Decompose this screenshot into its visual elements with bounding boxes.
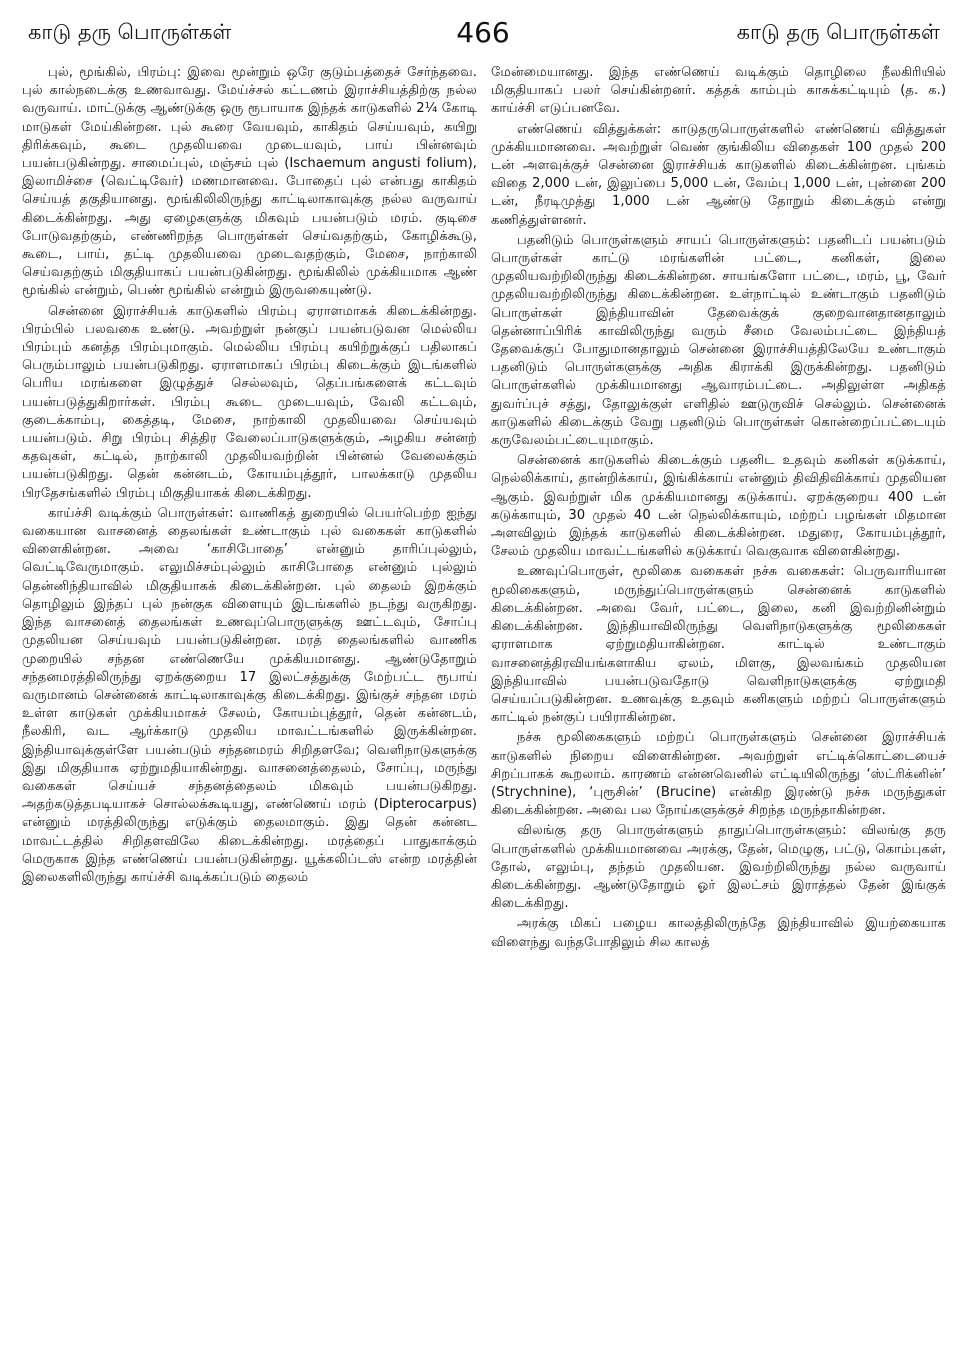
- running-head-left: காடு தரு பொருள்கள்: [28, 20, 232, 44]
- paragraph-distilled-products: காய்ச்சி வடிக்கும் பொருள்கள்: வாணிகத் துறையில் பெயர்பெற்ற ஐந்து வகையான வாசனைத் தைலங்கள் உண்டாகும் புல் வகைகள் காடுகளில் விளைகின்றன. அவை ‘காசிபோதை’ என்னும் தாரிப்புல்லும், வெட்டிவேருமாகும். எலுமிச்சம்புல்லும் காசிபோதை என்னும் புல்லும் தென்னிந்தியாவில் மிகுதியாகக் கிடைக்கின்றன. புல் தைலம் இறக்கும் தொழிலும் இந்தப் புல் நன்குக விளையும் இடங்களில் நடந்து வருகிறது. இந்த வாசனைத் தைலங்கள் உணவுப்பொருளுக்கு ஊட்டவும், சோப்பு முதலியன செய்யவும் பயன்படுகின்றன. மரத் தைலங்களில் வாணிக முறையில் சந்தன எண்ணெயே முக்கியமானது. ஆண்டுதோறும் சந்தனமரத்திலிருந்து ஏறக்குறைய 17 இலட்சத்துக்கு மேற்பட்ட ரூபாய் வருமானம் சென்னைக் காட்டிலாகாவுக்கு கிடைக்கிறது. இங்குச் சந்தன மரம் உள்ள காடுகள் முக்கியமாகச் சேலம், கோயம்புத்தூர், தென் கன்னடம், நீலகிரி, வட ஆர்க்காடு முதலிய மாவட்டங்களில் இருக்கின்றன. இந்தியாவுக்குள்ளே பயன்படும் சந்தனமரம் சிறிதளவே; வெளிநாடுகளுக்கு இது மிகுதியாக ஏற்றுமதியாகின்றது. வாசனைத்தைலம், சோப்பு, மருந்து வகைகள் செய்யச் சந்தனத்தைலம் மிகவும் பயன்படுகிறது. அதற்கடுத்தபடியாகச் சொல்லக்கூடியது, எண்ணெய் மரம் (Dipterocarpus) என்னும் மரத்திலிருந்து எடுக்கும் தைலமாகும். இது தென் கன்னட மாவட்டத்தில் சிறிதளவிலே கிடைக்கின்றது. மரத்தைப் பாதுகாக்கும் மெருகாக இந்த எண்ணெய் பயன்படுகின்றது. யூக்கலிப்டஸ் என்ற மரத்தின் இலைகளிலிருந்து காய்ச்சி வடிக்கப்படும் தைலம்: [22, 505, 477, 885]
- paragraph-poison-herbs: நச்சு மூலிகைகளும் மற்றப் பொருள்களும் சென்னை இராச்சியக் காடுகளில் நிறைய விளைகின்றன. அவற்றுள் எட்டிக்கொட்டையைச் சிறப்பாகக் கூறலாம். காரணம் என்னவெனில் எட்டியிலிருந்து ‘ஸ்ட்ரிக்னின்’ (Strychnine), ‘புரூசின்’ (Brucine) என்கிற இரண்டு நச்சு மருந்துகள் கிடைக்கின்றன. அவை பல நோய்களுக்குச் சிறந்த மருந்தாகின்றன.: [491, 730, 946, 819]
- paragraph-continued: மேன்மையானது. இந்த எண்ணெய் வடிக்கும் தொழிலை நீலகிரியில் மிகுதியாகப் பலர் செய்கின்றனர். கத்தக் காம்பும் காசுக்கட்டியும் (த. க.) காய்ச்சி எடுப்பனவே.: [491, 65, 946, 117]
- left-column: [22, 64, 477, 1354]
- right-column: [491, 64, 946, 1354]
- paragraph-food-herbs: உணவுப்பொருள், மூலிகை வகைகள் நச்சு வகைகள்: பெருவாரியான மூலிகைகளும், மருந்துப்பொருள்களும் சென்னைக் காடுகளில் கிடைக்கின்றன. அவை வேர், பட்டை, இலை, கனி இவற்றினின்றும் கிடைக்கின்றன. இந்தியாவிலிருந்து வெளிநாடுகளுக்கு மூலிகைகள் ஏராளமாக ஏற்றுமதியாகின்றன. காட்டில் உண்டாகும் வாசனைத்திரவியங்களாகிய ஏலம், மிளகு, இலவங்கம் முதலியன இந்தியாவில் பயன்படுவதோடு வெளிநாடுகளுக்கு ஏற்றுமதி செய்யப்படுகின்றன. உணவுக்கு உதவும் கனிகளும் மற்றப் பொருள்களும் காட்டில் நன்குப் பயிராகின்றன.: [491, 564, 946, 726]
- paragraph-lac: அரக்கு மிகப் பழைய காலத்திலிருந்தே இந்தியாவில் இயற்கையாக விளைந்து வந்தபோதிலும் சில காலத்: [491, 916, 946, 950]
- paragraph-animal-products: விலங்கு தரு பொருள்களும் தாதுப்பொருள்களும்: விலங்கு தரு பொருள்களில் முக்கியமானவை அரக்கு, தேன், மெழுகு, பட்டு, கொம்புகள், தோல், எலும்பு, தந்தம் முதலியன. இவற்றிலிருந்து நல்ல வருவாய் கிடைக்கின்றது. ஆண்டுதோறும் ஓர் இலட்சம் இராத்தல் தேன் இங்குக் கிடைக்கிறது.: [491, 823, 946, 912]
- paragraph-tanning-fruits: சென்னைக் காடுகளில் கிடைக்கும் பதனிட உதவும் கனிகள் கடுக்காய், நெல்லிக்காய், தான்றிக்காய், இங்கிக்காய் என்னும் திவிதிவிக்காய் முதலியன ஆகும். இவற்றுள் மிக முக்கியமானது கடுக்காய். ஏறக்குறைய 400 டன் கடுக்காயும், 30 முதல் 40 டன் நெல்லிக்காயும், மற்றப் பழங்கள் மிதமான அளவிலும் இந்தக் காடுகளில் கிடைக்கின்றன. மதுரை, கோயம்புத்தூர், சேலம் முதலிய மாவட்டங்களில் கடுக்காய் வெகுவாக விளைகின்றது.: [491, 453, 946, 560]
- paragraph-cane: சென்னை இராச்சியக் காடுகளில் பிரம்பு ஏராளமாகக் கிடைக்கின்றது. பிரம்பில் பலவகை உண்டு. அவற்றுள் நன்குப் பயன்படுவன மெல்லிய பிரம்பும் கனத்த பிரம்புமாகும். மெல்லிய பிரம்பு கயிற்றுக்குப் பதிலாகப் பெரும்பாலும் பயன்படுகிறது. ஏராளமாகப் பிரம்பு கிடைக்கும் இடங்களில் பெரிய மரங்களை இழுத்துச் செல்லவும், தெப்பங்களைக் கட்டவும் பயன்படுத்துகிறார்கள். பிரம்பு கூடை முடையவும், வேலி கட்டவும், குடைக்காம்பு, கைத்தடி, மேசை, நாற்காலி முதலியவை செய்யவும் பயன்படும். சிறு பிரம்பு சித்திர வேலைப்பாடுகளுக்கும், அழகிய சன்னற் கதவுகள், கட்டில், நாற்காலி முதலியவற்றின் பின்னல் வேலைக்கும் பயன்படுகிறது. தென் கன்னடம், கோயம்புத்தூர், பாலக்காடு முதலிய பிரதேசங்களில் பிரம்பு மிகுதியாகக் கிடைக்கிறது.: [22, 303, 477, 501]
- paragraph-oil-seeds: எண்ணெய் வித்துக்கள்: காடுதருபொருள்களில் எண்ணெய் வித்துகள் முக்கியமானவை. அவற்றுள் வெண் குங்கிலிய விதைகள் 100 முதல் 200 டன் அளவுக்குச் சென்னை இராச்சியக் காடுகளில் கிடைக்கின்றன. புங்கம் விதை 2,000 டன், இலுப்பை 5,000 டன், வேம்பு 1,000 டன், புன்னை 200 டன், நீரடிமுத்து 1,000 டன் ஆண்டு தோறும் கிடைக்கும் என்று கணித்துள்ளனர்.: [491, 121, 946, 228]
- running-head-right: காடு தரு பொருள்கள்: [736, 20, 940, 44]
- page-header: [22, 14, 944, 58]
- paragraph-grass-bamboo-cane: புல், மூங்கில், பிரம்பு: இவை மூன்றும் ஒரே குடும்பத்தைச் சேர்ந்தவை. புல் கால்நடைக்கு உணவாவது. மேய்ச்சல் கட்டணம் இராச்சியத்திற்கு நல்ல வருவாய். மாட்டுக்கு ஆண்டுக்கு ஒரு ரூபாயாக இந்தக் காடுகளில் 2¼ கோடி மாடுகள் மேய்கின்றன. புல் கூரை வேயவும், காகிதம் செய்யவும், கயிறு திரிக்கவும், கூடை முதலியவை முடையவும், பாய் பின்னவும் பயன்படுகின்றது. சாமைப்புல், மஞ்சம் புல் (Ischaemum angusti folium), இலாமிச்சை (வெட்டிவேர்) மணமானவை. போதைப் புல் என்பது காகிதம் செய்யத் தகுதியானது. மூங்கிலிலிருந்து காட்டிலாகாவுக்கு நல்ல வருவாய் கிடைக்கின்றது. அது ஏழைகளுக்கு மிகவும் பயன்படும் மரம். குடிசை போடுவதற்கும், எண்ணிறந்த பொருள்கள் செய்வதற்கும், கோழிக்கூடு, கூடை, பாய், தட்டி முதலியவை முடைவதற்கும், மேசை, நாற்காலி செய்வதற்கும் மிகுதியாகப் பயன்படுகின்றது. மூங்கிலில் முக்கியமாக ஆண் மூங்கில் என்றும், பெண் மூங்கில் என்றும் இருவகையுண்டு.: [22, 65, 477, 299]
- paragraph-tanning-dyes: பதனிடும் பொருள்களும் சாயப் பொருள்களும்: பதனிடப் பயன்படும் பொருள்கள் காட்டு மரங்களின் பட்டை, கனிகள், இலை முதலியவற்றிலிருந்து கிடைக்கின்றன. சாயங்களோ பட்டை, மரம், பூ, வேர் முதலியவற்றிலிருந்து கிடைக்கின்றன. உள்நாட்டில் உண்டாகும் பதனிடும் பொருள்கள் இந்தியாவின் தேவைக்குக் குறைவானதானதாலும் தென்னாப்பிரிக் காவிலிருந்து வரும் சீமை வேலம்பட்டை இந்தியத் தேவைக்குப் போதுமானதாலும் சென்னை இராச்சியத்திலேயே உண்டாகும் பதனிடும் பொருள்களுக்கு அதிக கிராக்கி இருக்கின்றது. பதனிடும் பொருள்களில் முக்கியமானது ஆவாரம்பட்டை. அதிலுள்ள அதிகத் துவர்ப்புச் சத்து, தோலுக்குள் எளிதில் ஊடுருவிச் செல்லும். சென்னைக் காடுகளில் கிடைக்கும் வேறு பதனிடும் பொருள்கள் கொன்றைப்பட்டையும் கருவேலம்பட்டையுமாகும்.: [491, 232, 946, 449]
- page-number: 466: [456, 16, 510, 49]
